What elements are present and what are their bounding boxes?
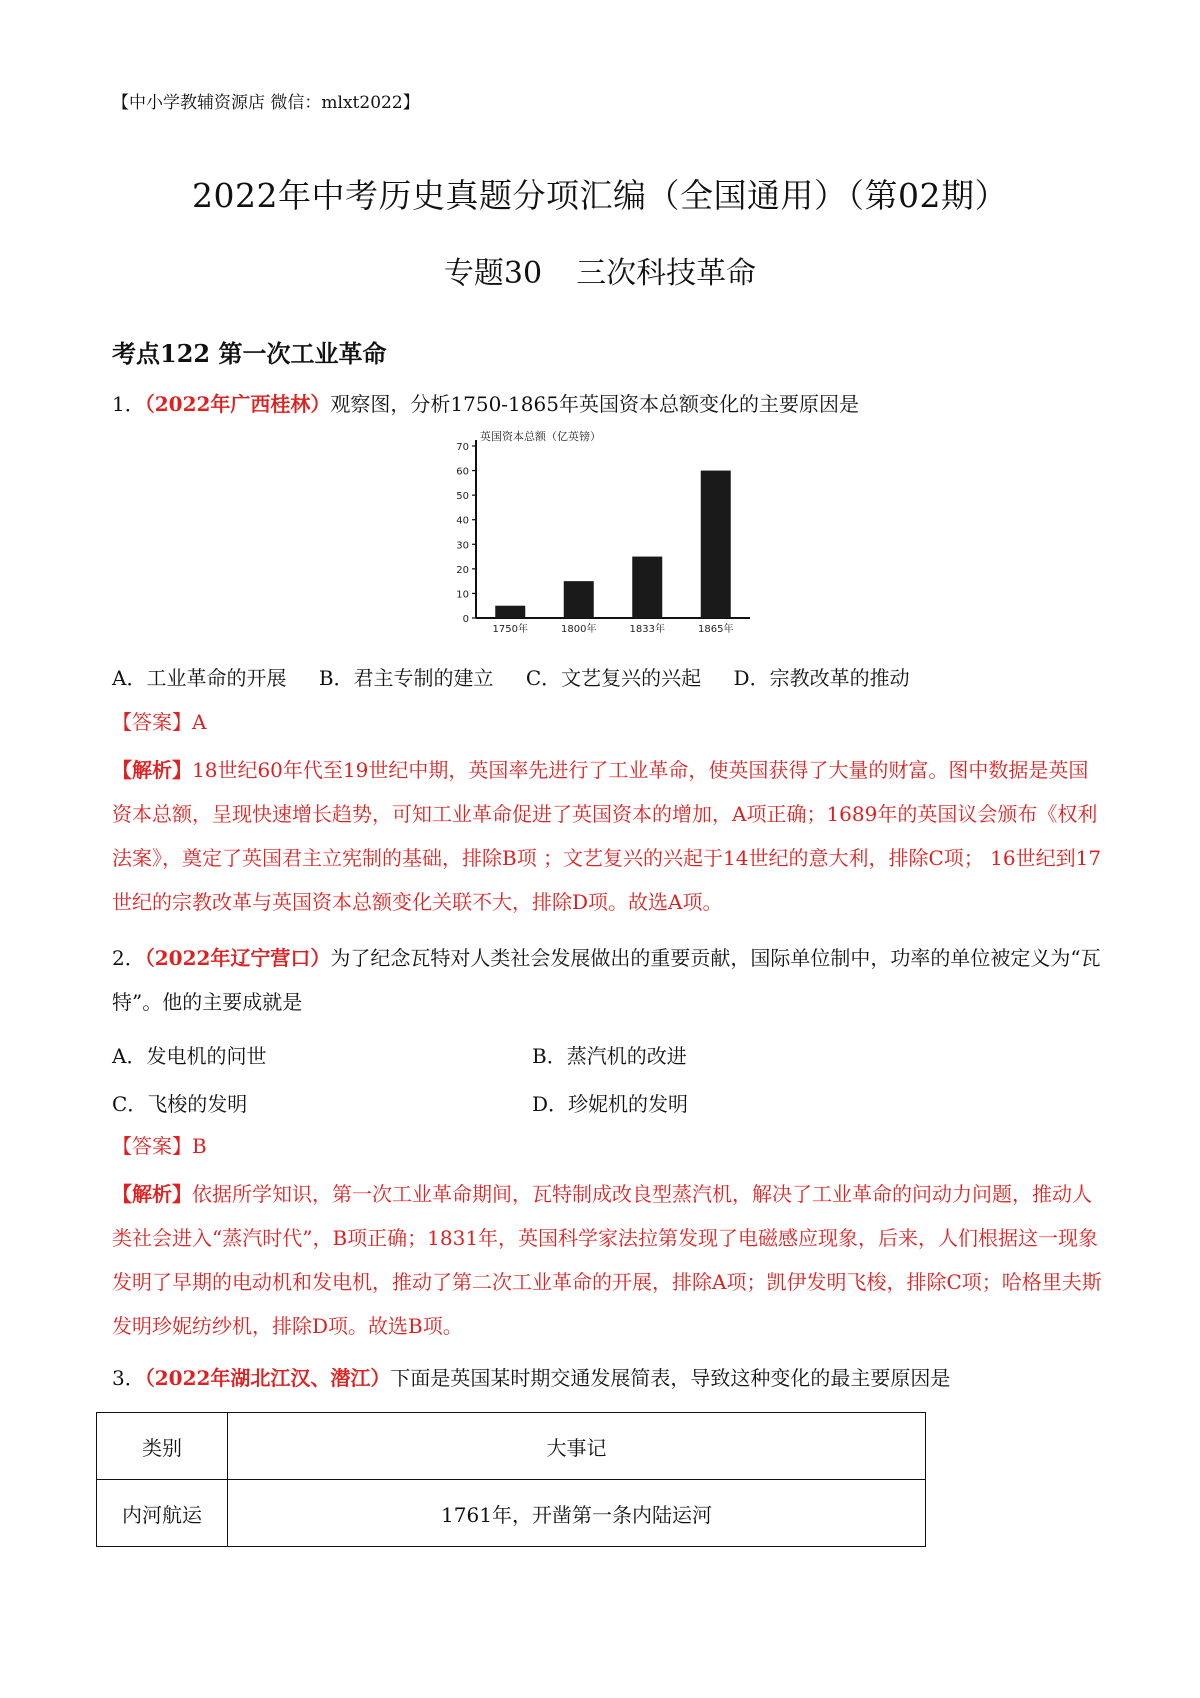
option-d: D．宗教改革的推动 — [733, 666, 910, 690]
question-3-stem — [112, 1356, 1104, 1400]
y-tick-label: 30 — [456, 540, 469, 552]
table-header-cell: 类别 — [97, 1413, 228, 1480]
question-text: 下面是英国某时期交通发展简表，导致这种变化的最主要原因是 — [390, 1366, 951, 1390]
analysis-tag: 【解析】 — [112, 1182, 192, 1206]
analysis-text: 18世纪60年代至19世纪中期，英国率先进行了工业革命，使英国获得了大量的财富。图中数据是英国资本总额，呈现快速增长趋势，可知工业革命促进了英国资本的增加，A项正确；1689年的英国议会颁布《权利法案》，奠定了英国君主立宪制的基础，排除B项 ；文艺复兴的兴起于14世纪的意大利，排除C项； 16世纪到17世纪的宗教改革与英国资本总额变化关联不大，排除D项。故选A项。 — [112, 758, 1102, 914]
topic-number: 专题30 — [443, 256, 543, 291]
capital-bar-chart — [440, 428, 760, 643]
page-title: 2022年中考历史真题分项汇编（全国通用）（第02期） — [192, 176, 1008, 215]
x-tick-label: 1833年 — [629, 624, 665, 635]
option-c: C．飞梭的发明 — [112, 1092, 248, 1116]
question-source: （2022年辽宁营口） — [144, 946, 331, 970]
bar — [495, 606, 525, 618]
topic-name: 三次科技革命 — [576, 256, 757, 291]
option-d: D．珍妮机的发明 — [532, 1092, 689, 1116]
question-number: 2． — [112, 946, 145, 970]
option-a: A．发电机的问世 — [112, 1044, 267, 1068]
question-number: 1． — [112, 392, 145, 416]
topic-subtitle — [0, 248, 1200, 292]
y-tick-label: 10 — [456, 589, 469, 601]
x-tick-label: 1750年 — [492, 624, 528, 635]
question-1-stem — [112, 382, 1104, 426]
y-tick-label: 40 — [456, 515, 469, 527]
bar — [564, 581, 594, 618]
question-1-options — [112, 662, 936, 691]
option-c: C．文艺复兴的兴起 — [525, 666, 702, 690]
bar — [701, 471, 731, 618]
question-number: 3． — [112, 1366, 145, 1390]
y-tick-label: 60 — [456, 466, 469, 478]
analysis-tag: 【解析】 — [112, 758, 192, 782]
option-b: B．君主专制的建立 — [318, 666, 494, 690]
transport-table — [96, 1412, 926, 1547]
option-a: A．工业革命的开展 — [112, 666, 287, 690]
question-text: 为了纪念瓦特对人类社会发展做出的重要贡献，国际单位制中，功率的单位被定义为“瓦特”。他的主要成就是 — [112, 946, 1101, 1014]
question-2-stem — [112, 936, 1104, 1024]
y-tick-label: 0 — [462, 614, 469, 625]
y-tick-label: 20 — [456, 564, 469, 576]
y-tick-label: 70 — [456, 442, 469, 453]
question-source: （2022年广西桂林） — [144, 392, 331, 416]
y-tick-label: 50 — [456, 491, 469, 503]
table-row — [97, 1480, 926, 1547]
header-note: 【中小学教辅资源店 微信：mlxt2022】 — [112, 93, 420, 113]
x-tick-label: 1865年 — [698, 624, 734, 635]
table-header-cell: 大事记 — [228, 1413, 926, 1480]
x-tick-label: 1800年 — [561, 624, 597, 635]
option-b: B．蒸汽机的改进 — [532, 1044, 687, 1068]
question-2-answer: 【答案】B — [112, 1134, 207, 1158]
table-header-row — [97, 1413, 926, 1480]
question-2-analysis — [112, 1172, 1104, 1348]
question-text: 观察图，分析1750-1865年英国资本总额变化的主要原因是 — [330, 392, 859, 416]
question-source: （2022年湖北江汉、潜江） — [144, 1366, 391, 1390]
question-1-answer: 【答案】A — [112, 710, 207, 734]
chart-title: 英国资本总额（亿英镑） — [480, 430, 601, 443]
table-cell: 内河航运 — [97, 1480, 228, 1547]
section-heading: 考点122 第一次工业革命 — [112, 339, 387, 368]
table-cell: 1761年，开凿第一条内陆运河 — [228, 1480, 926, 1547]
question-1-analysis — [112, 748, 1104, 924]
bar — [632, 557, 662, 618]
analysis-text: 依据所学知识，第一次工业革命期间，瓦特制成改良型蒸汽机，解决了工业革命的问动力问题，推动人类社会进入“蒸汽时代”，B项正确；1831年，英国科学家法拉第发现了电磁感应现象，后来，人们根据这一现象发明了早期的电动机和发电机，推动了第二次工业革命的开展，排除A项；凯伊发明飞梭，排除C项；哈格里夫斯发明珍妮纺纱机，排除D项。故选B项。 — [112, 1182, 1102, 1338]
